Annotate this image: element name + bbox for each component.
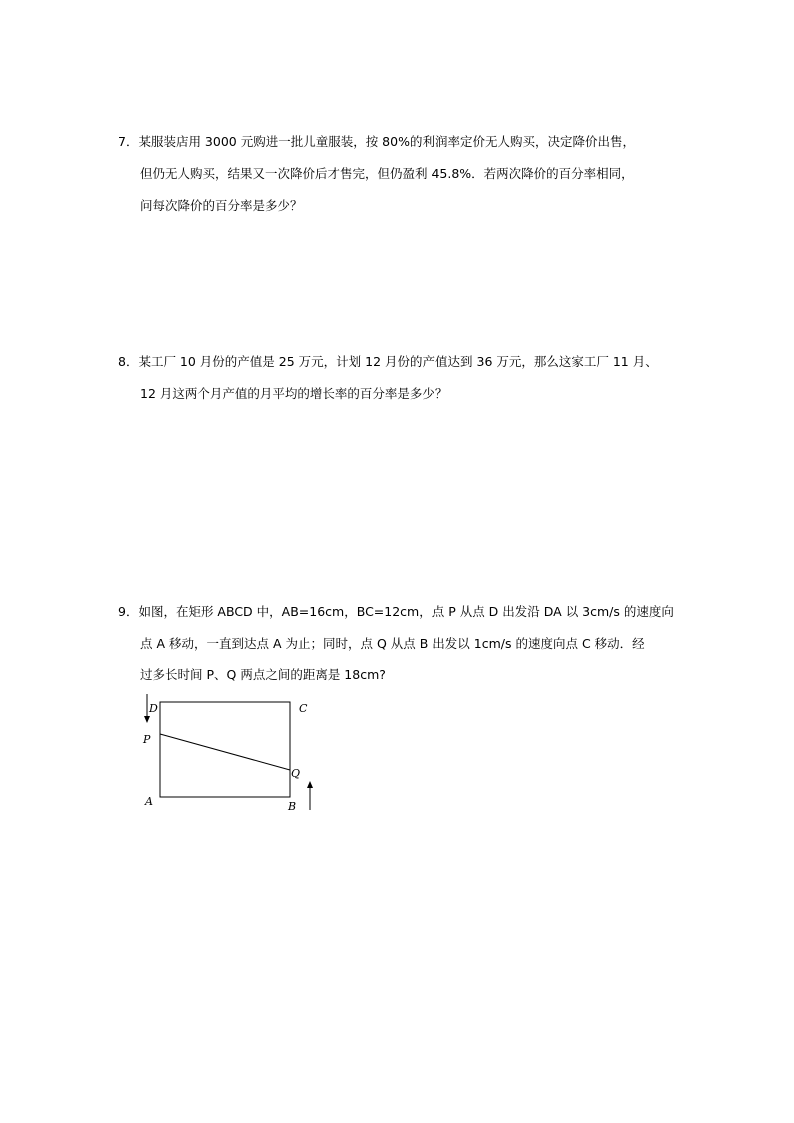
label-a: A (145, 795, 153, 808)
rectangle-figure (130, 690, 330, 820)
question-9-line-1: 9．如图，在矩形 ABCD 中，AB=16cm，BC=12cm，点 P 从点 D 出发沿 DA 以 3cm/s 的速度向 (118, 604, 674, 619)
question-8-line-2: 12 月这两个月产值的月平均的增长率的百分率是多少？ (140, 386, 448, 401)
label-c: C (299, 702, 308, 715)
label-q: Q (291, 767, 301, 780)
label-p: P (143, 733, 151, 746)
question-7-line-3: 问每次降价的百分率是多少？ (140, 198, 303, 213)
question-9-line-2: 点 A 移动，一直到达点 A 为止；同时，点 Q 从点 B 出发以 1cm/s 的速度向点 C 移动．经 (140, 636, 645, 651)
question-7-line-1: 7．某服装店用 3000 元购进一批儿童服装，按 80%的利润率定价无人购买，决定降价出售， (118, 134, 635, 149)
label-b: B (288, 800, 297, 813)
question-9-line-3: 过多长时间 P、Q 两点之间的距离是 18cm? (140, 667, 386, 682)
segment-pq (160, 734, 290, 770)
question-7-line-2: 但仍无人购买，结果又一次降价后才售完，但仍盈利 45.8%．若两次降价的百分率相同， (140, 166, 634, 181)
question-8-line-1: 8．某工厂 10 月份的产值是 25 万元，计划 12 月份的产值达到 36 万元，那么这家工厂 11 月、 (118, 354, 658, 369)
label-d: D (149, 702, 158, 715)
rectangle-abcd (160, 702, 290, 797)
arrow-up-icon (307, 781, 313, 810)
